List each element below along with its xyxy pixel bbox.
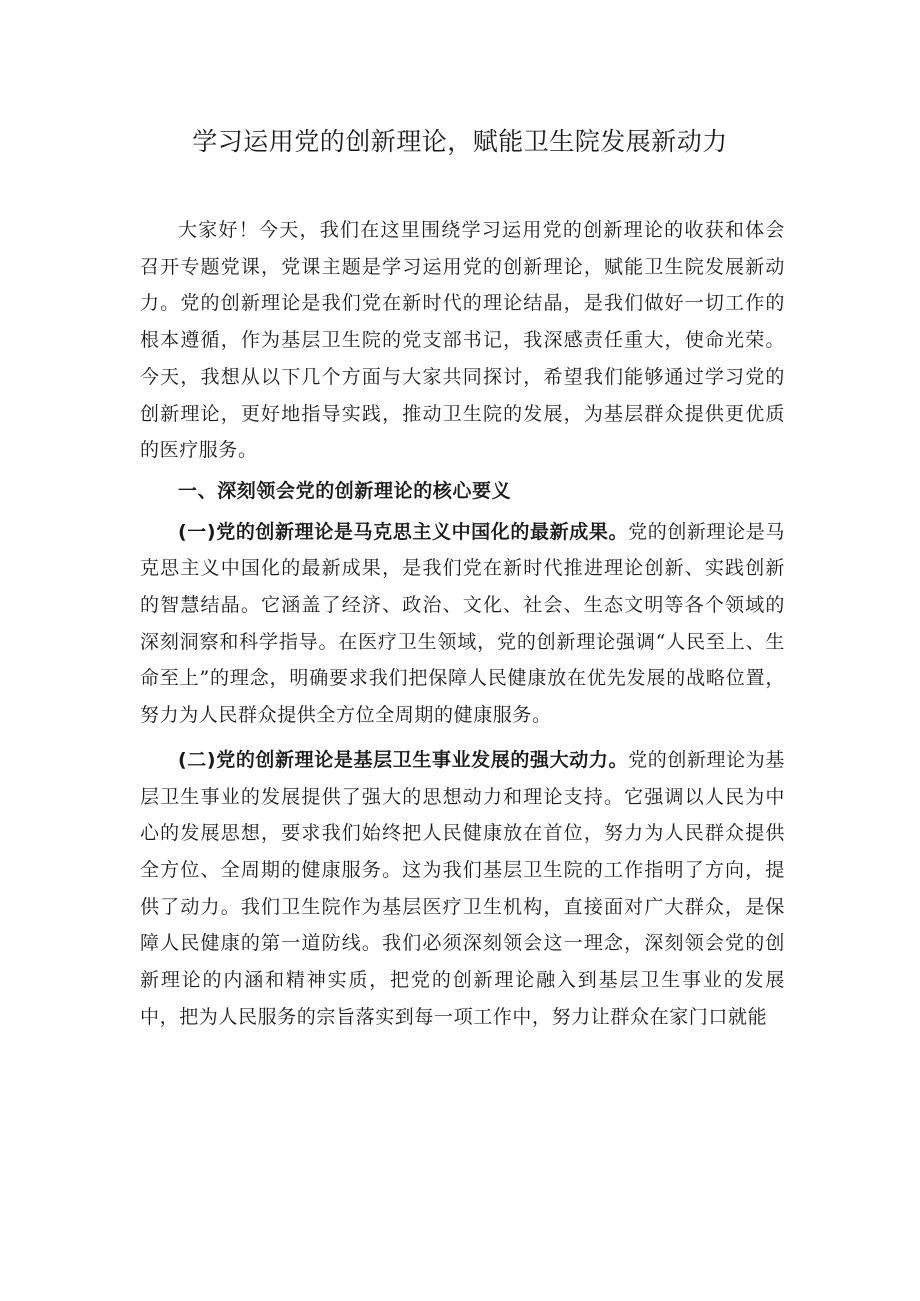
subsection-1-paragraph xyxy=(140,514,785,734)
document-title: 学习运用党的创新理论，赋能卫生院发展新动力 xyxy=(192,127,728,156)
section-heading: 一、深刻领会党的创新理论的核心要义 xyxy=(178,479,512,502)
subsection-2-lead: (二)党的创新理论是基层卫生事业发展的强大动力。 xyxy=(178,748,629,771)
subsection-1-lead: (一)党的创新理论是马克思主义中国化的最新成果。 xyxy=(178,520,629,543)
document-body xyxy=(140,212,785,1035)
subsection-2-paragraph xyxy=(140,742,785,1036)
subsection-1-text: 党的创新理论是马克思主义中国化的最新成果，是我们党在新时代推进理论创新、实践创新的智慧结晶。它涵盖了经济、政治、文化、社会、生态文明等各个领域的深刻洞察和科学指导。在医疗卫生领域，党的创新理论强调“人民至上、生命至上”的理念，明确要求我们把保障人民健康放在优先发展的战略位置，努力为人民群众提供全方位全周期的健康服务。 xyxy=(140,520,785,727)
subsection-2-text: 党的创新理论为基层卫生事业的发展提供了强大的思想动力和理论支持。它强调以人民为中心的发展思想，要求我们始终把人民健康放在首位，努力为人民群众提供全方位、全周期的健康服务。这为我们基层卫生院的工作指明了方向，提供了动力。我们卫生院作为基层医疗卫生机构，直接面对广大群众，是保障人民健康的第一道防线。我们必须深刻领会这一理念，深刻领会党的创新理论的内涵和精神实质，把党的创新理论融入到基层卫生事业的发展中，把为人民服务的宗旨落实到每一项工作中，努力让群众在家门口就能 xyxy=(140,748,785,1028)
intro-paragraph: 大家好！今天，我们在这里围绕学习运用党的创新理论的收获和体会召开专题党课，党课主题是学习运用党的创新理论，赋能卫生院发展新动力。党的创新理论是我们党在新时代的理论结晶，是我们做好一切工作的根本遵循，作为基层卫生院的党支部书记，我深感责任重大，使命光荣。今天，我想从以下几个方面与大家共同探讨，希望我们能够通过学习党的创新理论，更好地指导实践，推动卫生院的发展，为基层群众提供更优质的医疗服务。 xyxy=(140,219,785,462)
